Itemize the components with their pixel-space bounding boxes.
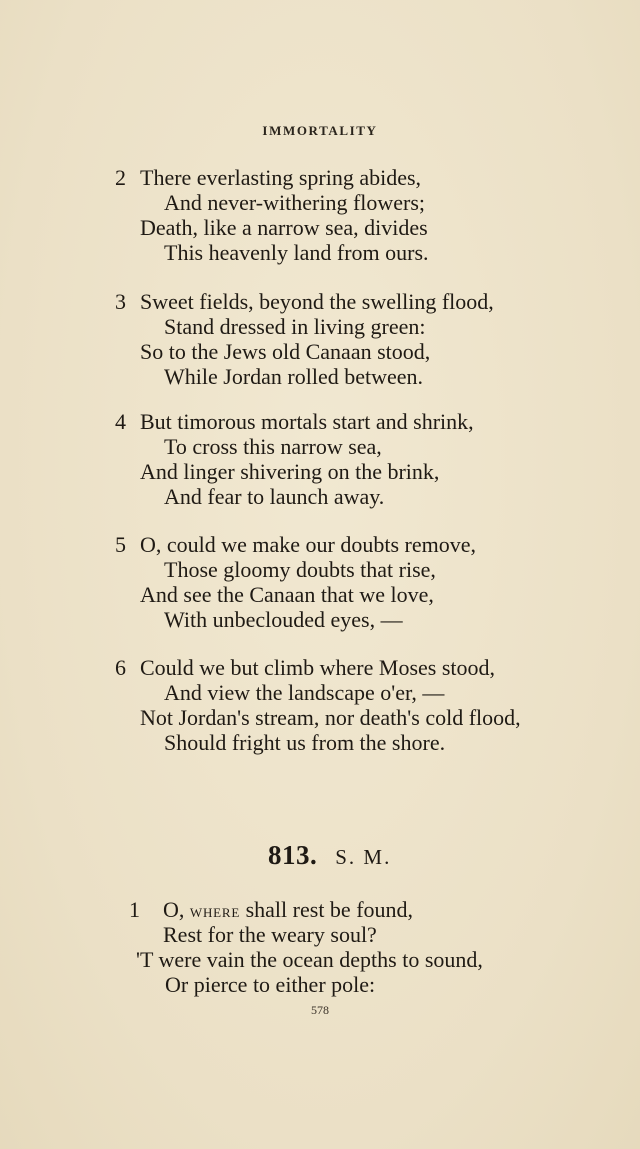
stanza-number: 1	[129, 897, 140, 922]
running-head: IMMORTALITY	[262, 123, 378, 138]
verse-line: Those gloomy doubts that rise,	[164, 557, 436, 582]
stanza-number: 4	[115, 409, 126, 434]
verse-line: Stand dressed in living green:	[164, 314, 426, 339]
verse-line: And see the Canaan that we love,	[140, 582, 434, 607]
verse-line: 'T were vain the ocean depths to sound,	[136, 947, 483, 972]
verse-line-start: O,	[163, 897, 190, 922]
verse-line: And fear to launch away.	[164, 484, 385, 509]
verse-line: Or pierce to either pole:	[165, 972, 376, 997]
verse-line: There everlasting spring abides,	[140, 165, 422, 190]
verse-line	[163, 898, 413, 924]
verse-line: So to the Jews old Canaan stood,	[140, 339, 431, 364]
hymn-number: 813.	[268, 840, 318, 870]
verse-line: Death, like a narrow sea, divides	[140, 215, 428, 240]
verse-line: Could we but climb where Moses stood,	[140, 655, 496, 680]
verse-line: And never-withering flowers;	[164, 190, 426, 215]
stanza-number: 3	[115, 289, 126, 314]
verse-line-end: shall rest be found,	[240, 897, 414, 922]
verse-line: And linger shivering on the brink,	[140, 459, 440, 484]
stanza-number: 6	[115, 655, 126, 680]
verse-line: While Jordan rolled between.	[164, 364, 424, 389]
page-number: 578	[311, 1003, 329, 1017]
verse-line: With unbeclouded eyes, —	[164, 607, 403, 632]
hymn-heading	[268, 840, 391, 871]
stanza-number: 5	[115, 532, 126, 557]
verse-line: This heavenly land from ours.	[164, 240, 429, 265]
verse-line: Not Jordan's stream, nor death's cold flood,	[140, 705, 521, 730]
verse-line: Rest for the weary soul?	[163, 922, 377, 947]
stanza-number: 2	[115, 165, 126, 190]
verse-line: Should fright us from the shore.	[164, 730, 446, 755]
verse-line: Sweet fields, beyond the swelling flood,	[140, 289, 494, 314]
verse-line-smallcaps: where	[189, 901, 241, 922]
verse-line: O, could we make our doubts remove,	[140, 532, 477, 557]
verse-line: And view the landscape o'er, —	[164, 680, 445, 705]
verse-line: To cross this narrow sea,	[164, 434, 382, 459]
hymn-meter: S. M.	[335, 845, 392, 869]
verse-line: But timorous mortals start and shrink,	[140, 409, 474, 434]
